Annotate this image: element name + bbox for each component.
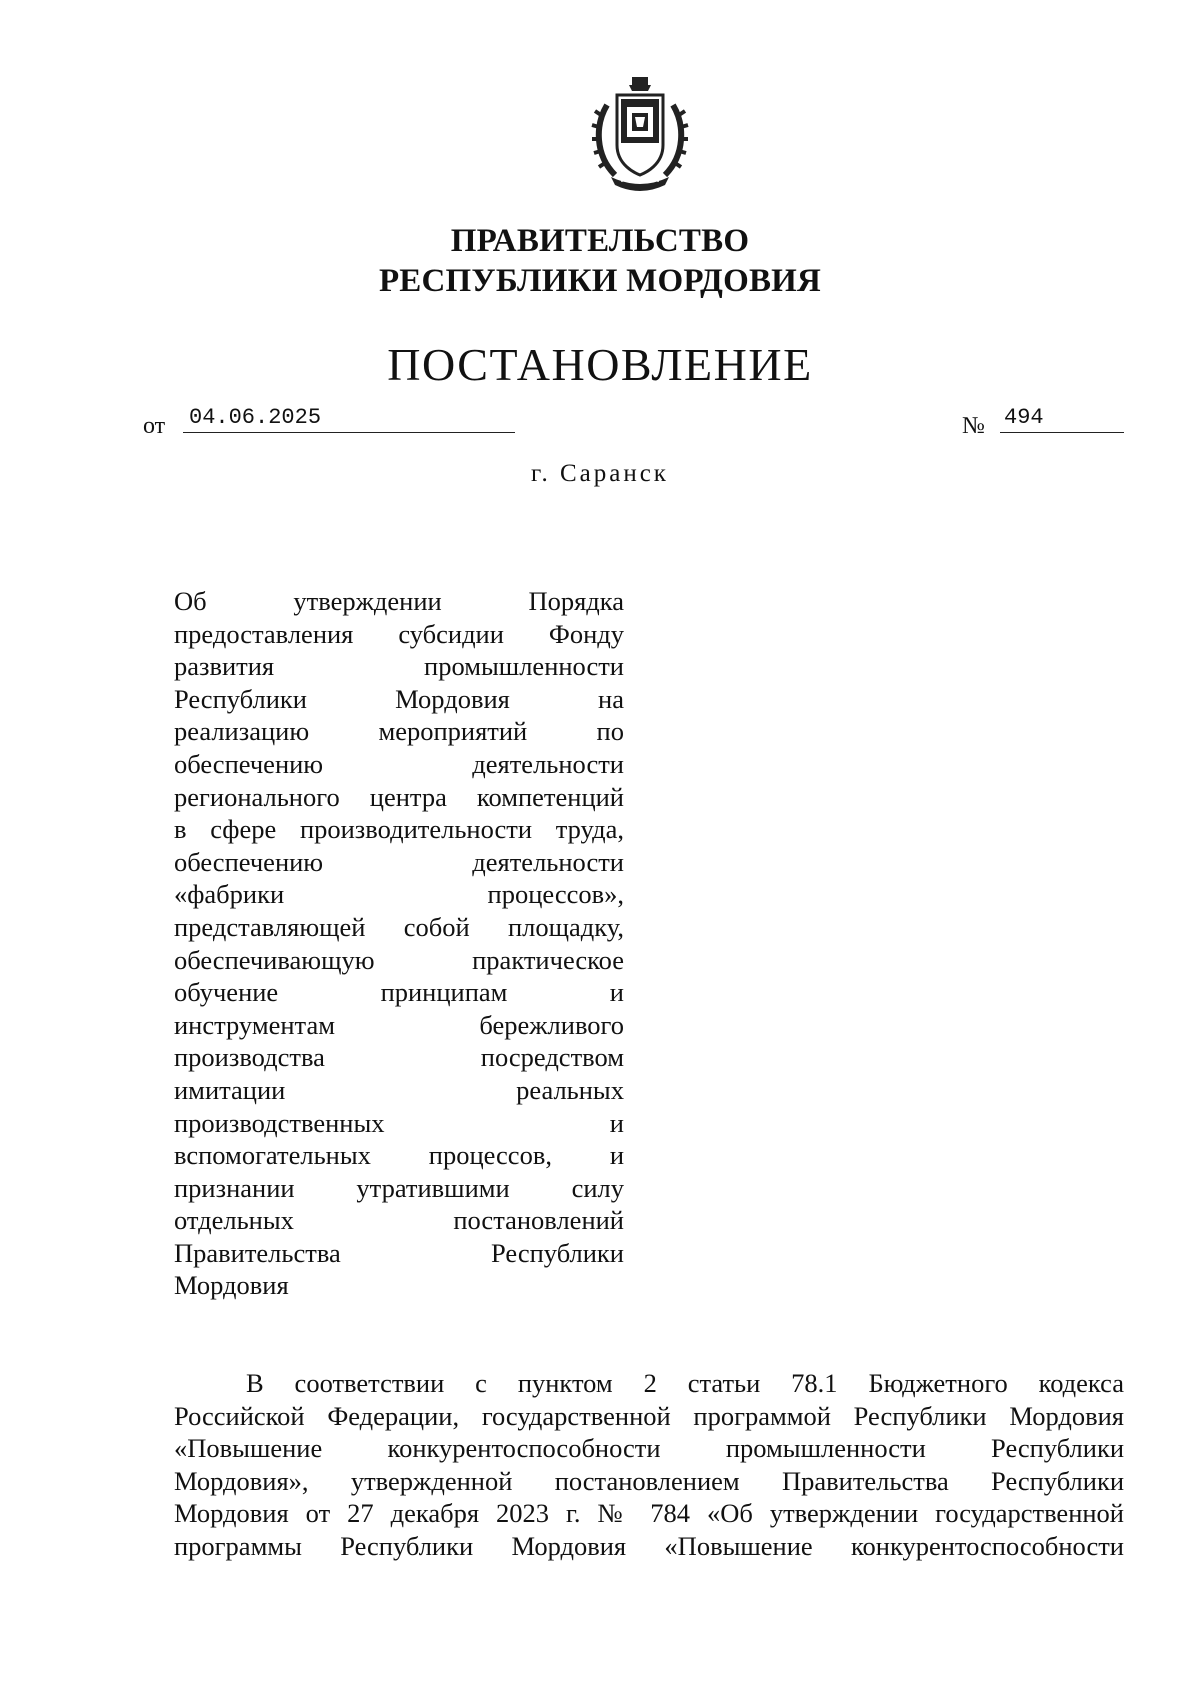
date-prefix: от [143,413,166,439]
document-body [174,1367,1124,1563]
subject-line: обеспечению деятельности [174,846,624,877]
government-title-line1: ПРАВИТЕЛЬСТВО [450,223,750,259]
subject-line: производственных и [174,1107,624,1138]
city-name: г. Саранск [531,460,669,487]
subject-line: «фабрики процессов», [174,879,624,910]
subject-line: Об утверждении Порядка [174,586,624,616]
government-title-line2: РЕСПУБЛИКИ МОРДОВИЯ [378,263,822,299]
subject-line: обеспечению деятельности [174,748,624,779]
body-line: «Повышение конкурентоспособности промышленности Республики [174,1433,1124,1464]
subject-line: в сфере производительности труда, [174,814,624,845]
body-line: В соответствии с пунктом 2 статьи 78.1 Бюджетного кодекса [246,1368,1124,1398]
document-subject [174,585,624,1302]
subject-line: имитации реальных [174,1074,624,1105]
date-value: 04.06.2025 [183,407,515,433]
document-type-heading: ПОСТАНОВЛЕНИЕ [387,339,813,390]
body-line: Мордовия от 27 декабря 2023 г. № 784 «Об утверждении государственной [174,1498,1124,1529]
body-line: Мордовия», утвержденной постановлением Правительства Республики [174,1465,1124,1496]
subject-line: вспомогательных процессов, и [174,1140,624,1171]
subject-line: Республики Мордовия на [174,683,624,714]
subject-line: предоставления субсидии Фонду [174,618,624,649]
coat-of-arms-icon [585,75,695,195]
number-prefix: № [962,413,985,439]
subject-line: инструментам бережливого [174,1009,624,1040]
subject-line: развития промышленности [174,651,624,682]
subject-line: Мордовия [174,1270,289,1301]
subject-line: обеспечивающую практическое [174,944,624,975]
subject-line: обучение принципам и [174,977,624,1008]
subject-line: Правительства Республики [174,1237,624,1268]
body-line: Российской Федерации, государственной программой Республики Мордовия [174,1400,1124,1431]
subject-line: реализацию мероприятий по [174,716,624,747]
body-line: программы Республики Мордовия «Повышение конкурентоспособности [174,1530,1124,1561]
subject-line: признании утратившими силу [174,1172,624,1203]
subject-line: отдельных постановлений [174,1205,624,1236]
subject-line: производства посредством [174,1042,624,1073]
subject-line: регионального центра компетенций [174,781,624,812]
subject-line: представляющей собой площадку, [174,911,624,942]
number-value: 494 [1000,407,1124,433]
